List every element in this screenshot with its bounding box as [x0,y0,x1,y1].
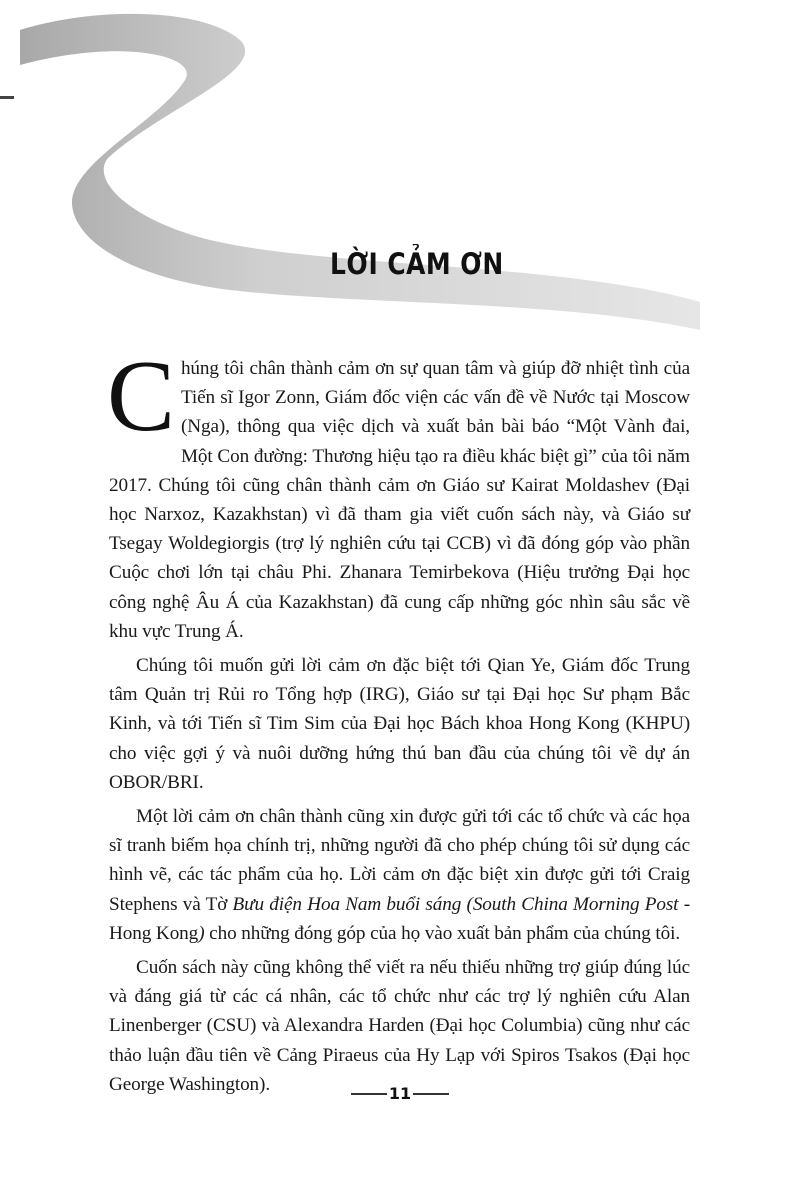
paragraph-1: Chúng tôi chân thành cảm ơn sự quan tâm và giúp đỡ nhiệt tình của Tiến sĩ Igor Zonn, Giám đốc viện các vấn đề về Nước tại Moscow (Nga), thông qua việc dịch và xuất bản bài báo “Một Vành đai, Một Con đường: Thương hiệu tạo ra điều khác biệt gì” của tôi năm 2017. Chúng tôi cũng chân thành cảm ơn Giáo sư Kairat Moldashev (Đại học Narxoz, Kazakhstan) vì đã tham gia viết cuốn sách này, và Giáo sư Tsegay Woldegiorgis (trợ lý nghiên cứu tại CCB) vì đã đóng góp vào phần Cuộc chơi lớn tại châu Phi. Zhanara Temirbekova (Hiệu trưởng Đại học công nghệ Âu Á của Kazakhstan) đã cung cấp những góc nhìn sâu sắc về khu vực Trung Á. [107,340,690,642]
drop-cap: C [107,340,175,453]
body-text [107,340,690,1104]
paragraph-2: Chúng tôi muốn gửi lời cảm ơn đặc biệt tới Qian Ye, Giám đốc Trung tâm Quản trị Rủi ro Tổng hợp (IRG), Giáo sư tại Đại học Sư phạm Bắc Kinh, và tới Tiến sĩ Tim Sim của Đại học Bách khoa Hong Kong (KHPU) cho việc gợi ý và nuôi dưỡng hứng thú ban đầu của chúng tôi về dự án OBOR/BRI. [109,655,690,793]
paragraph-4: Cuốn sách này cũng không thể viết ra nếu thiếu những trợ giúp đúng lúc và đáng giá từ các cá nhân, các tổ chức như các trợ lý nghiên cứu Alan Linenberger (CSU) và Alexandra Harden (Đại học Columbia) cũng như các thảo luận đầu tiên về Cảng Piraeus của Hy Lạp với Spiros Tsakos (Đại học George Washington). [109,957,690,1095]
decorative-ribbon [0,0,800,340]
page-edge-mark [0,96,14,99]
page-number: 11 [388,1084,412,1103]
footer-rule-right [413,1093,449,1095]
footer-rule-left [351,1093,387,1095]
paragraph-3: Một lời cảm ơn chân thành cũng xin được gửi tới các tổ chức và các họa sĩ tranh biếm họa chính trị, những người đã cho phép chúng tôi sử dụng các hình vẽ, các tác phẩm của họ. Lời cảm ơn đặc biệt xin được gửi tới Craig Stephens và Tờ Bưu điện Hoa Nam buổi sáng (South China Morning Post - Hong Kong) cho những đóng góp của họ vào xuất bản phẩm của chúng tôi. [109,806,690,944]
page-footer [0,1084,800,1103]
chapter-title: LỜI CẢM ƠN [330,247,504,281]
